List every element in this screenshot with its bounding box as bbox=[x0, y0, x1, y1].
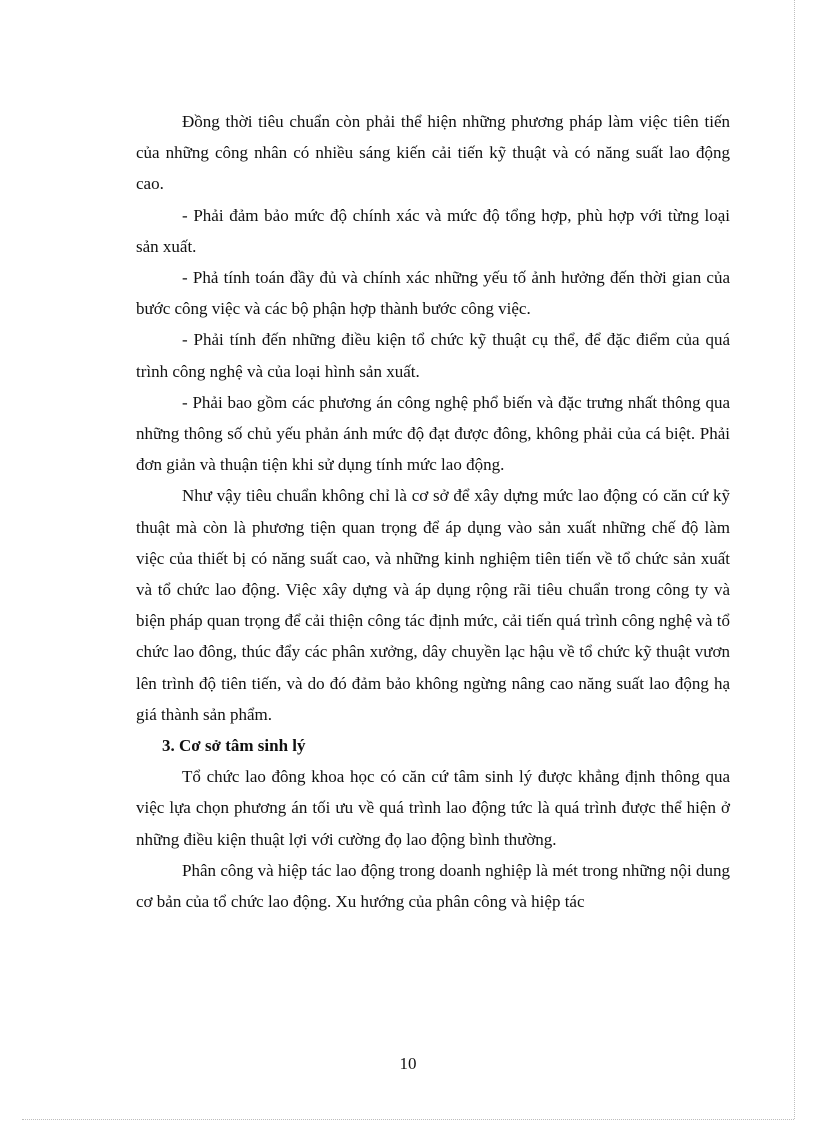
paragraph-technology-options: - Phải bao gồm các phương án công nghệ phổ biến và đặc trưng nhất thông qua những thông số chủ yếu phản ánh mức độ đạt được đông, không phải của cá biệt. Phải đơn giản và thuận tiện khi sử dụng tính mức lao động. bbox=[136, 392, 730, 475]
paragraph-accuracy-requirement: - Phải đảm bảo mức độ chính xác và mức độ tổng hợp, phù hợp với từng loại sản xuất. bbox=[136, 205, 730, 256]
paragraph-calculation-requirement: - Phả tính toán đầy đủ và chính xác những yếu tố ảnh hưởng đến thời gian của bước công việc và các bộ phận hợp thành bước công việc. bbox=[136, 268, 730, 319]
paragraph-standards-advanced-methods: Đồng thời tiêu chuẩn còn phải thể hiện những phương pháp làm việc tiên tiến của những công nhân có nhiều sáng kiến cải tiến kỹ thuật và có năng suất lao động cao. bbox=[136, 112, 730, 194]
paragraph-summary: Như vậy tiêu chuẩn không chỉ là cơ sở để xây dựng mức lao động có căn cứ kỹ thuật mà còn là phương tiện quan trọng để áp dụng vào sản xuất những chế độ làm việc của thiết bị có năng suất cao, và những kinh nghiệm tiên tiến về tổ chức sản xuất và tổ chức lao động. Việc xây dựng và áp dụng rộng rãi tiêu chuẩn trong công ty và biện pháp quan trọng để cải thiện công tác định mức, cải tiến quá trình công nghệ và tổ chức lao đông, thúc đẩy các phân xưởng, dây chuyền lạc hậu về tổ chức kỹ thuật vươn lên trình độ tiên tiến, và do đó đảm bảo không ngừng nâng cao năng suất lao động hạ giá thành sản phẩm. bbox=[136, 486, 730, 724]
paragraph-division-of-labor: Phân công và hiệp tác lao động trong doanh nghiệp là mét trong những nội dung cơ bản của tổ chức lao động. Xu hướng của phân công và hiệp tác bbox=[136, 860, 730, 912]
paragraph-technical-conditions: - Phải tính đến những điều kiện tổ chức kỹ thuật cụ thể, để đặc điểm của quá trình công nghệ và của loại hình sản xuất. bbox=[136, 330, 730, 381]
section-heading: 3. Cơ sở tâm sinh lý bbox=[162, 736, 306, 756]
paragraph-psychophysiology: Tổ chức lao đông khoa học có căn cứ tâm sinh lý được khẳng định thông qua việc lựa chọn phương án tối ưu về quá trình lao động tức là quá trình được thể hiện ở những điều kiện thuật lợi với cường đọ lao động bình thường. bbox=[136, 767, 730, 849]
page-right-border bbox=[794, 0, 795, 1119]
document-body bbox=[136, 106, 730, 917]
page-number: 10 bbox=[399, 1054, 417, 1073]
page-bottom-border bbox=[22, 1119, 794, 1120]
